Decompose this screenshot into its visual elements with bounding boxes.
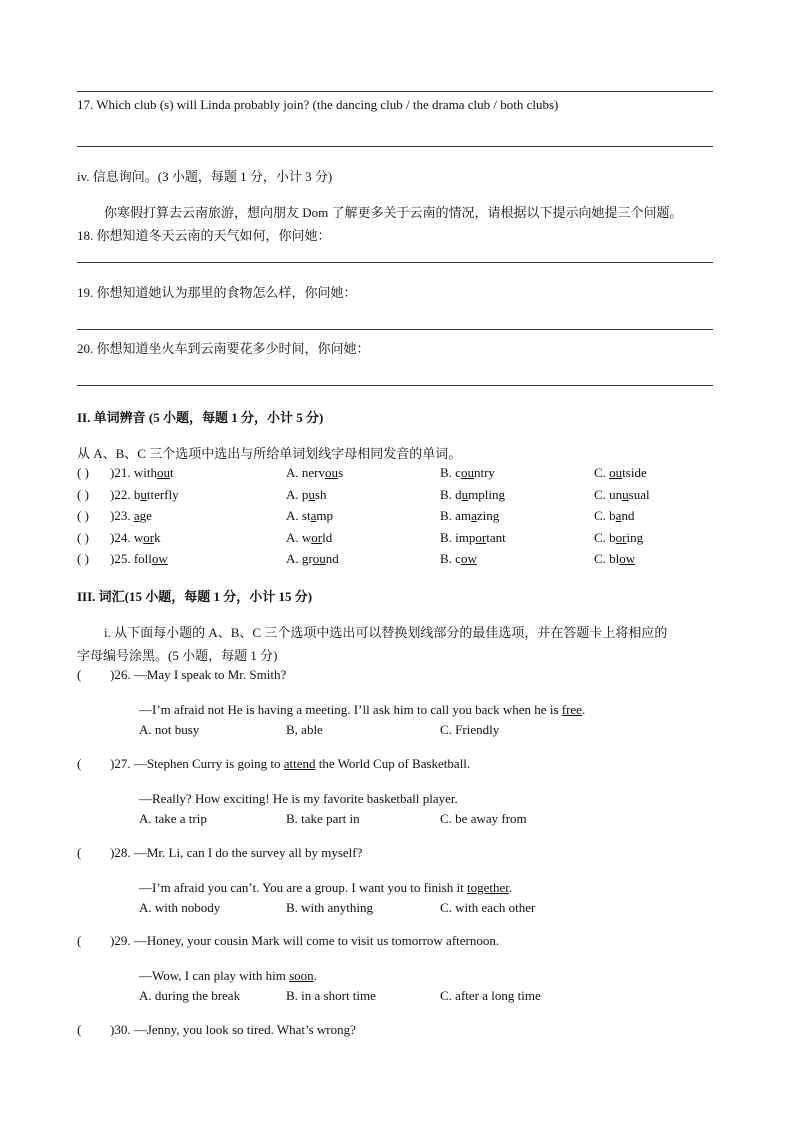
section-3-instruction-line2: 字母编号涂黑。(5 小题，每题 1 分): [77, 648, 278, 663]
dialogue-question: [110, 845, 362, 861]
question-number: )30.: [110, 1022, 134, 1037]
option-text: A. ground: [286, 551, 339, 566]
option-c: [594, 551, 635, 567]
option-a: [286, 465, 343, 481]
answer-text: —Wow, I can play with him soon.: [139, 968, 317, 983]
target-word: [110, 465, 174, 481]
target-word: [110, 530, 161, 546]
option-c: [594, 530, 643, 546]
dialogue-answer: [139, 968, 317, 984]
question-20: 20. 你想知道坐火车到云南要花多少时间，你问她：: [77, 341, 370, 356]
question-text: —Honey, your cousin Mark will come to visit us tomorrow afternoon.: [133, 933, 500, 948]
option-b: B. in a short time: [286, 988, 376, 1003]
question-number: )26.: [110, 667, 134, 682]
option-a: [286, 530, 332, 546]
question-number: )28.: [110, 845, 134, 860]
word-text: age: [133, 508, 152, 523]
answer-parentheses: (: [77, 756, 82, 771]
answer-parentheses: ( ): [77, 465, 89, 480]
question-number: 17.: [77, 97, 94, 112]
option-text: B. amazing: [440, 508, 500, 523]
option-text: C. outside: [594, 465, 647, 480]
question-text: —Stephen Curry is going to attend the World Cup of Basketball.: [133, 756, 471, 771]
dialogue-answer: —Really? How exciting! He is my favorite basketball player.: [139, 791, 458, 806]
question-number: )29.: [110, 933, 134, 948]
question-text: —May I speak to Mr. Smith?: [133, 667, 287, 682]
target-word: [110, 551, 168, 567]
question-19: 19. 你想知道她认为那里的食物怎么样，你问她：: [77, 285, 357, 300]
dialogue-answer: [139, 702, 585, 718]
option-text: C. blow: [594, 551, 636, 566]
option-text: B. cow: [440, 551, 477, 566]
question-number: )25.: [110, 551, 134, 566]
option-b: B. with anything: [286, 900, 374, 915]
option-c: C. Friendly: [440, 722, 500, 737]
answer-line: [77, 146, 713, 147]
option-c: [594, 508, 634, 524]
option-c: C. with each other: [440, 900, 536, 915]
answer-parentheses: (: [77, 845, 82, 860]
target-word: [110, 508, 152, 524]
question-number: )24.: [110, 530, 134, 545]
question-number: )27.: [110, 756, 134, 771]
section-2-instruction: 从 A、B、C 三个选项中选出与所给单词划线字母相同发音的单词。: [77, 446, 462, 461]
option-text: B. country: [440, 465, 495, 480]
answer-text: —I’m afraid you can’t. You are a group. I want you to finish it together.: [139, 880, 513, 895]
option-text: A. world: [286, 530, 333, 545]
answer-parentheses: (: [77, 933, 82, 948]
question-text: —Mr. Li, can I do the survey all by myself?: [133, 845, 363, 860]
option-a: [286, 487, 326, 503]
answer-text: —I’m afraid not He is having a meeting. I’ll ask him to call you back when he is free.: [139, 702, 586, 717]
section-iv-heading: iv. 信息询问。(3 小题，每题 1 分，小计 3 分): [77, 169, 333, 184]
option-c: C. be away from: [440, 811, 527, 826]
dialogue-question: [110, 933, 499, 949]
option-b: [440, 530, 506, 546]
answer-parentheses: (: [77, 667, 82, 682]
target-word: [110, 487, 179, 503]
question-number: )23.: [110, 508, 134, 523]
option-text: B. important: [440, 530, 506, 545]
option-text: A. push: [286, 487, 327, 502]
answer-parentheses: ( ): [77, 487, 89, 502]
question-number: )22.: [110, 487, 134, 502]
dialogue-question: [110, 756, 470, 772]
dialogue-question: [110, 667, 286, 683]
option-a: A. not busy: [139, 722, 200, 737]
question-17: [77, 97, 558, 113]
answer-parentheses: ( ): [77, 551, 89, 566]
dialogue-question: [110, 1022, 356, 1038]
option-text: A. stamp: [286, 508, 333, 523]
option-text: A. nervous: [286, 465, 344, 480]
dialogue-answer: [139, 880, 512, 896]
word-text: without: [133, 465, 174, 480]
option-a: [286, 508, 333, 524]
option-a: A. during the break: [139, 988, 241, 1003]
word-text: work: [133, 530, 161, 545]
answer-parentheses: (: [77, 1022, 82, 1037]
answer-parentheses: ( ): [77, 508, 89, 523]
option-a: A. take a trip: [139, 811, 207, 826]
answer-line: [77, 329, 713, 330]
answer-line: [77, 91, 713, 92]
option-c: C. after a long time: [440, 988, 541, 1003]
question-18: 18. 你想知道冬天云南的天气如何，你问她：: [77, 228, 331, 243]
option-b: B. take part in: [286, 811, 360, 826]
option-c: [594, 487, 650, 503]
option-b: [440, 465, 495, 481]
word-text: follow: [133, 551, 168, 566]
option-b: B, able: [286, 722, 323, 737]
section-3-instruction-line1: i. 从下面每小题的 A、B、C 三个选项中选出可以替换划线部分的最佳选项，并在答题卡上将相应的: [104, 625, 668, 640]
section-3-heading: III. 词汇(15 小题，每题 1 分，小计 15 分): [77, 589, 313, 604]
section-iv-intro: 你寒假打算去云南旅游，想向朋友 Dom 了解更多关于云南的情况，请根据以下提示向她提三个问题。: [104, 205, 683, 220]
option-text: C. boring: [594, 530, 644, 545]
option-a: A. with nobody: [139, 900, 221, 915]
question-number: )21.: [110, 465, 134, 480]
section-2-heading: II. 单词辨音 (5 小题，每题 1 分，小计 5 分): [77, 410, 324, 425]
answer-parentheses: ( ): [77, 530, 89, 545]
option-text: C. unusual: [594, 487, 650, 502]
option-a: [286, 551, 339, 567]
answer-line: [77, 385, 713, 386]
option-b: [440, 551, 477, 567]
option-b: [440, 487, 505, 503]
word-text: butterfly: [133, 487, 179, 502]
option-text: C. band: [594, 508, 635, 523]
question-text: Which club (s) will Linda probably join? (the dancing club / the drama club / both clubs): [96, 97, 559, 112]
option-b: [440, 508, 499, 524]
option-text: B. dumpling: [440, 487, 506, 502]
option-c: [594, 465, 647, 481]
answer-line: [77, 262, 713, 263]
question-text: —Jenny, you look so tired. What’s wrong?: [133, 1022, 356, 1037]
